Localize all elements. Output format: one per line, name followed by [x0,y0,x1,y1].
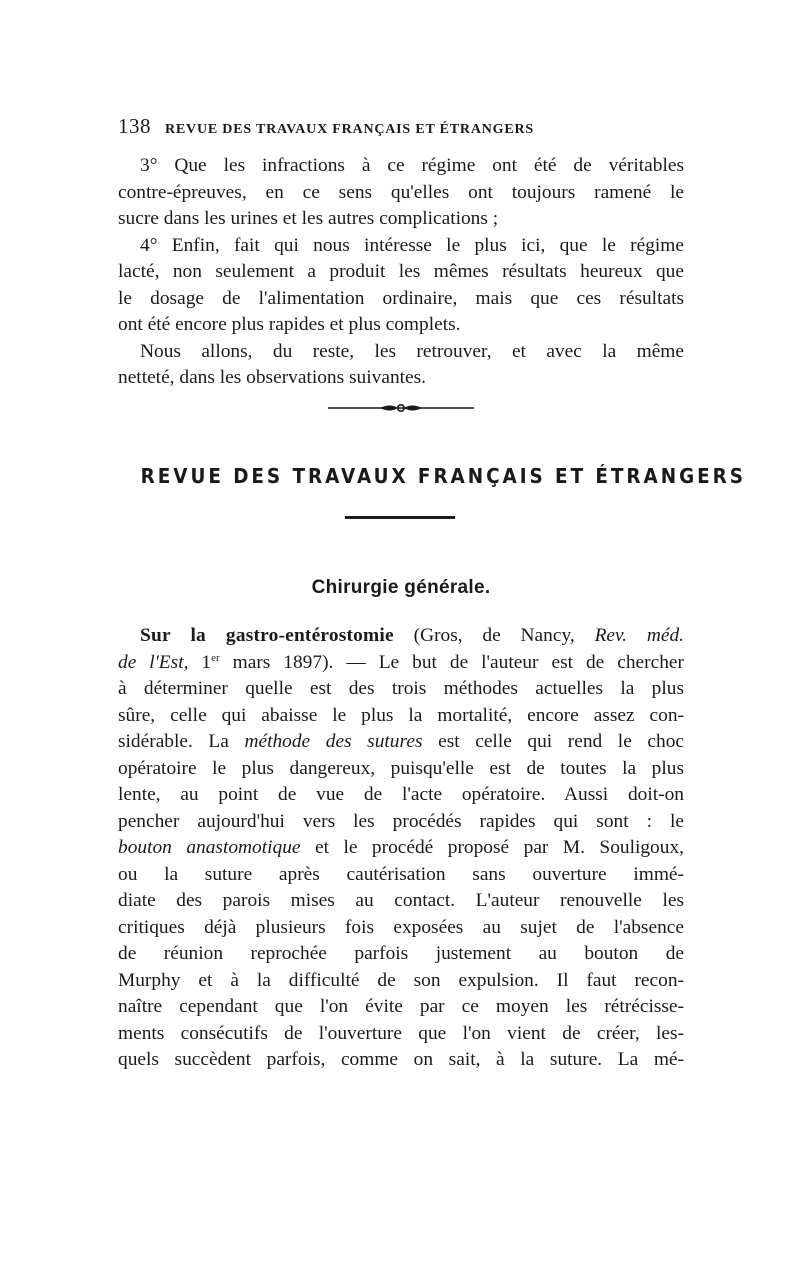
text-line: ou la suture après cautérisation sans ouverture immé- [118,863,684,885]
text-line: opératoire le plus dangereux, puisqu'elle est de toutes la plus [118,757,684,779]
ornamental-divider [328,401,474,415]
text-line [118,623,684,650]
text-run: est celle qui rend le choc [422,731,684,752]
text-line: 3° Que les infractions à ce régime ont été de véritables [140,155,684,176]
text-line: sûre, celle qui abaisse le plus la mortalité, encore assez con- [118,704,684,726]
page-number: 138 [118,114,151,138]
text-line: sucre dans les urines et les autres complications ; [118,208,499,229]
text-line [118,835,684,862]
text-line [118,729,684,756]
text-line: critiques déjà plusieurs fois exposées au sujet de l'absence [118,916,684,938]
superscript: er [211,651,220,664]
emphasis: bouton anastomotique [118,837,301,858]
text-line: naître cependant que l'on évite par ce moyen les rétrécisse- [118,996,684,1017]
running-head-title: REVUE DES TRAVAUX FRANÇAIS ET ÉTRANGERS [165,122,534,137]
running-head [118,114,698,139]
section-title: REVUE DES TRAVAUX FRANÇAIS ET ÉTRANGERS [140,464,746,488]
text-line: 4° Enfin, fait qui nous intéresse le plus ici, que le régime [140,234,684,256]
text-line: Murphy et à la difficulté de son expulsion. Il faut recon- [118,969,684,991]
text-line: lente, au point de vue de l'acte opératoire. Aussi doit-on [118,784,684,805]
text-line: pencher aujourd'hui vers les procédés rapides qui sont : le [118,810,684,832]
title-underline [345,516,455,519]
text-line: ont été encore plus rapides et plus complets. [118,314,461,335]
text-run: mars 1897). — Le but de l'auteur est de chercher [219,651,684,673]
text-line: à déterminer quelle est des trois méthodes actuelles la plus [118,678,684,699]
text-line: Nous allons, du reste, les retrouver, et avec la même [140,340,684,362]
text-line: lacté, non seulement a produit les mêmes résultats heureux que [118,261,684,282]
text-line: diate des parois mises au contact. L'auteur renouvelle les [118,890,684,911]
text-run: sidérable. La [118,731,245,752]
text-line: netteté, dans les observations suivantes. [118,367,427,388]
journal-title: Rev. méd. [594,625,684,646]
text-run: (Gros, de Nancy, [393,625,595,646]
closing-paragraphs [118,153,684,392]
text-run: et le procédé proposé par M. Souligoux, [300,837,684,858]
text-line [118,650,684,677]
text-line: le dosage de l'alimentation ordinaire, mais que ces résultats [118,287,684,309]
journal-title: de l'Est, [118,651,189,673]
text-run: 1 [188,651,212,673]
text-line: contre-épreuves, en ce sens qu'elles ont toujours ramené le [118,181,684,203]
article-lead: Sur la gastro-entérostomie [140,625,394,646]
article-paragraph [118,623,684,1074]
subsection-heading: Chirurgie générale. [311,577,491,598]
text-line: de réunion reprochée parfois justement au bouton de [118,943,684,964]
text-line: quels succèdent parfois, comme on sait, à la suture. La mé- [118,1049,684,1070]
emphasis: méthode des sutures [244,731,423,752]
text-line: ments consécutifs de l'ouverture que l'on vient de créer, les- [118,1022,684,1044]
